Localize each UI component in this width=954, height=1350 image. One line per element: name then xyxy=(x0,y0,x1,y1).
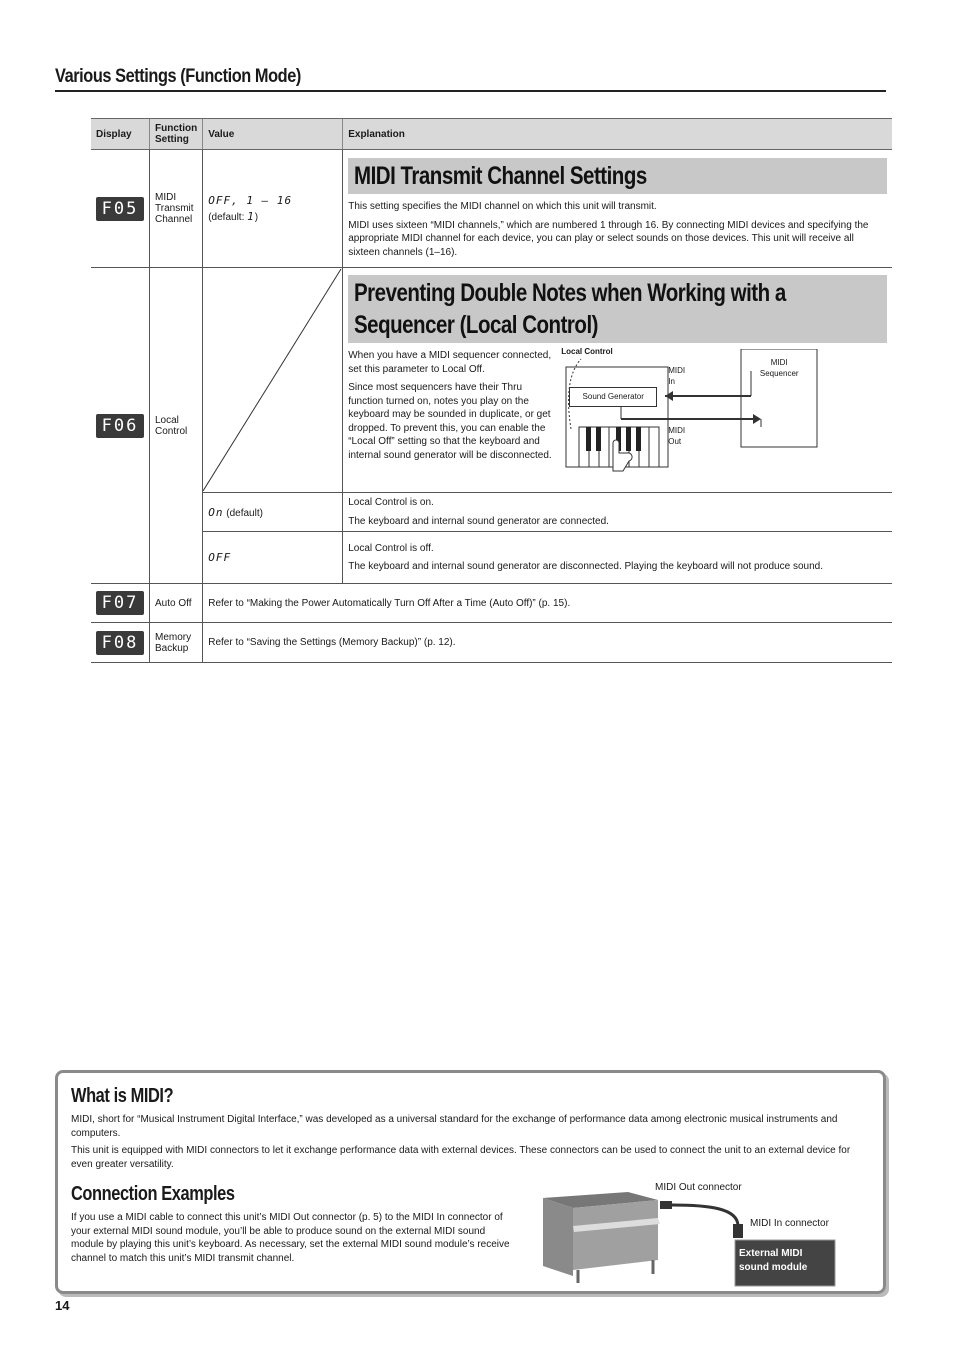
midi-cable xyxy=(672,1205,738,1226)
piano-icon xyxy=(543,1192,660,1283)
midi-in-label: MIDI In xyxy=(668,366,686,386)
value-cell xyxy=(203,493,343,532)
header-display: Display xyxy=(91,119,150,150)
midi-out-connector-label: MIDI Out connector xyxy=(655,1182,742,1193)
table-row-f08 xyxy=(91,623,892,663)
lcd-display-f06: F06 xyxy=(96,414,144,438)
what-is-midi-title: What is MIDI? xyxy=(71,1085,174,1107)
value-range: OFF, 1 – 16 xyxy=(208,194,293,207)
lcd-display-f07: F07 xyxy=(96,591,144,615)
default-label: (default) xyxy=(223,507,263,519)
value-cell xyxy=(203,532,343,584)
function-name: Auto Off xyxy=(150,584,203,623)
section-title: Various Settings (Function Mode) xyxy=(55,66,301,87)
explanation-paragraph: The keyboard and internal sound generator are connected. xyxy=(348,515,609,527)
midi-paragraph: This unit is equipped with MIDI connectors to let it exchange performance data with external devices. These connectors can be used to connect the unit to an external device for even greater versatility. xyxy=(71,1145,851,1170)
midi-transmit-heading: MIDI Transmit Channel Settings xyxy=(348,158,887,194)
explanation-cell xyxy=(343,150,892,268)
page-number: 14 xyxy=(55,1298,70,1313)
midi-in-connector-label: MIDI In connector xyxy=(750,1218,829,1229)
external-module-label: External MIDI sound module xyxy=(739,1248,808,1273)
header-explanation: Explanation xyxy=(343,119,892,150)
connection-paragraph: If you use a MIDI cable to connect this unit’s MIDI Out connector (p. 5) to the MIDI In connector of your external MIDI sound module, you’ll be able to produce sound on the external MIDI sound module by playing this unit’s keyboard. As necessary, set the external MIDI sound module’s receive channel to match this unit’s MIDI transmit channel. xyxy=(71,1212,510,1264)
what-is-midi-box xyxy=(55,1070,886,1294)
default-value: (default: 1) xyxy=(208,210,259,223)
explanation-paragraph: Local Control is off. xyxy=(348,542,434,554)
function-name: Memory Backup xyxy=(150,623,203,663)
local-control-heading: Preventing Double Notes when Working with a Sequencer (Local Control) xyxy=(348,275,887,343)
lcd-display-f08: F08 xyxy=(96,631,144,655)
diagram-title: Local Control xyxy=(561,347,613,356)
midi-out-plug xyxy=(660,1201,672,1209)
explanation-paragraph: This setting specifies the MIDI channel on which this unit will transmit. xyxy=(348,201,657,212)
explanation-paragraph: MIDI uses sixteen “MIDI channels,” which are numbered 1 through 16. By connecting MIDI devices and specifying the appropriate MIDI channel for each device, you can play or select sounds on those devices. This unit will receive all sixteen channels (1–16). xyxy=(348,219,869,258)
table-header-row xyxy=(91,119,892,150)
midi-paragraph: MIDI, short for “Musical Instrument Digital Interface,” was developed as a universal standard for the exchange of performance data among electronic musical instruments and computers. xyxy=(71,1114,838,1139)
explanation-cell xyxy=(343,493,892,532)
explanation-cell xyxy=(343,268,892,493)
explanation-paragraph: Since most sequencers have their Thru function turned on, notes you play on the keyboard may be sounded in duplicate, or get dropped. To prevent this, you can enable the “Local Off” setting so that the keyboard and internal sound generator will be disconnected. xyxy=(348,382,552,461)
midi-out-label: MIDI Out xyxy=(668,426,686,446)
local-control-diagram xyxy=(561,349,821,489)
function-name: MIDI Transmit Channel xyxy=(150,150,203,268)
value-cell-empty xyxy=(203,268,343,493)
table-row-f06 xyxy=(91,268,892,493)
table-row-f05 xyxy=(91,150,892,268)
reference-text: Refer to “Saving the Settings (Memory Backup)” (p. 12). xyxy=(203,623,892,663)
connection-examples-title: Connection Examples xyxy=(71,1183,235,1205)
lcd-display-f05: F05 xyxy=(96,197,144,221)
table-row-f06-off xyxy=(91,532,892,584)
value-cell xyxy=(203,150,343,268)
section-divider xyxy=(55,90,886,92)
table-row-f06-on xyxy=(91,493,892,532)
explanation-paragraph: Local Control is on. xyxy=(348,497,434,508)
table-row-f07 xyxy=(91,584,892,623)
value-off: OFF xyxy=(208,551,232,564)
explanation-paragraph: When you have a MIDI sequencer connected, set this parameter to Local Off. xyxy=(348,350,552,375)
explanation-paragraph: The keyboard and internal sound generator are disconnected. Playing the keyboard will not produce sound. xyxy=(348,561,823,572)
diagonal-line xyxy=(203,269,342,491)
reference-text: Refer to “Making the Power Automatically Turn Off After a Time (Auto Off)” (p. 15). xyxy=(203,584,892,623)
sound-generator-box: Sound Generator xyxy=(569,387,657,407)
header-function-setting: Function Setting xyxy=(150,119,203,150)
midi-in-plug xyxy=(733,1224,743,1238)
header-value: Value xyxy=(203,119,343,150)
explanation-cell xyxy=(343,532,892,584)
value-on: On xyxy=(208,505,224,519)
function-table xyxy=(91,118,892,663)
function-name: Local Control xyxy=(150,268,203,584)
midi-sequencer-label: MIDI Sequencer xyxy=(759,358,799,378)
